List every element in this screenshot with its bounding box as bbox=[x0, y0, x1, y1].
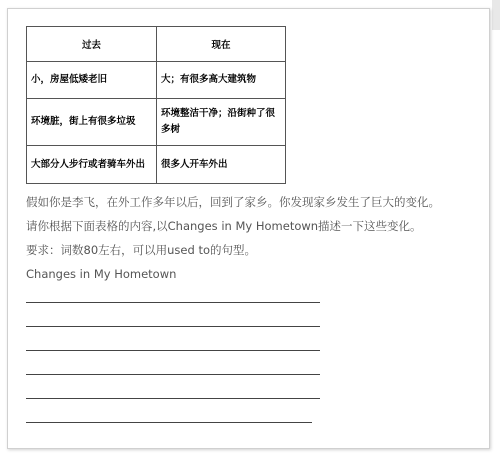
answer-line bbox=[26, 398, 320, 399]
answer-line bbox=[26, 350, 320, 351]
header-now: 现在 bbox=[157, 27, 286, 62]
scrollbar-edge bbox=[492, 0, 500, 30]
answer-line bbox=[26, 422, 312, 423]
answer-line bbox=[26, 302, 320, 303]
now-cell: 大；有很多高大建筑物 bbox=[157, 62, 286, 99]
header-past: 过去 bbox=[27, 27, 157, 62]
now-cell: 环境整洁干净；沿街种了很多树 bbox=[157, 99, 286, 146]
answer-line bbox=[26, 326, 320, 327]
table-row bbox=[27, 99, 286, 146]
essay-title: Changes in My Hometown bbox=[26, 267, 177, 281]
table-row bbox=[27, 62, 286, 99]
prompt-line: 请你根据下面表格的内容,以Changes in My Hometown描述一下这些变化。 bbox=[26, 219, 422, 233]
answer-line bbox=[26, 374, 320, 375]
now-cell: 很多人开车外出 bbox=[157, 146, 286, 184]
requirement-line: 要求：词数80左右，可以用used to的句型。 bbox=[26, 243, 256, 257]
prompt-line: 假如你是李飞，在外工作多年以后，回到了家乡。你发现家乡发生了巨大的变化。 bbox=[26, 195, 440, 209]
table-row bbox=[27, 146, 286, 184]
past-cell: 大部分人步行或者骑车外出 bbox=[27, 146, 157, 184]
table-header-row bbox=[27, 27, 286, 62]
past-cell: 小，房屋低矮老旧 bbox=[27, 62, 157, 99]
comparison-table bbox=[26, 26, 286, 184]
question-prompt bbox=[26, 190, 466, 286]
past-cell: 环境脏，街上有很多垃圾 bbox=[27, 99, 157, 146]
